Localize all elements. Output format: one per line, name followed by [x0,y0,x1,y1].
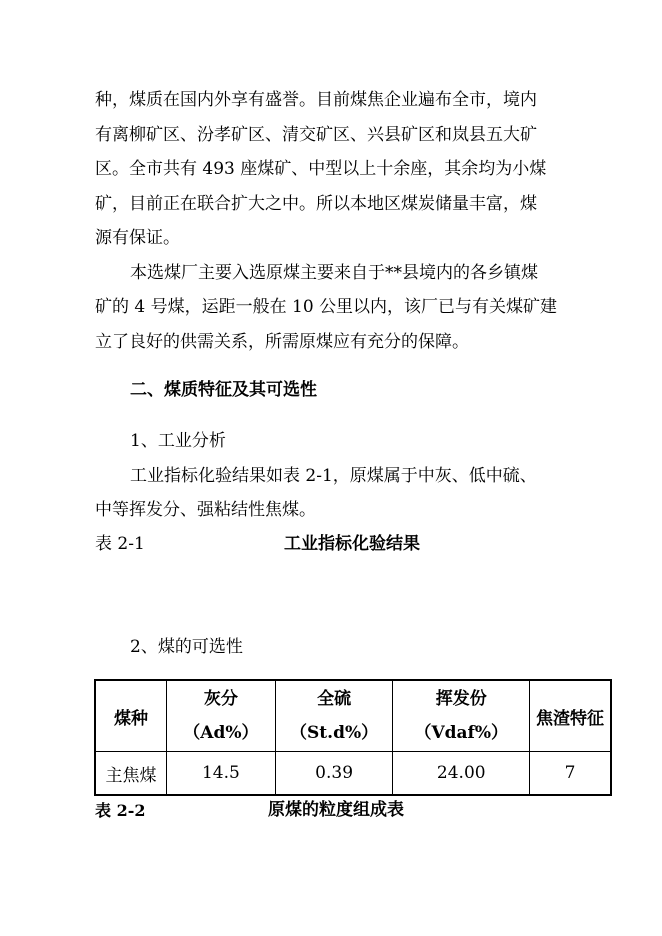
text-line: 种，煤质在国内外享有盛誉。目前煤焦企业遍布全市，境内 [95,90,537,110]
header-ash-name: 灰分 [203,689,238,709]
header-volatile [393,680,530,752]
text-line: 本选煤厂主要入选原煤主要来自于**县境内的各乡镇煤 [130,263,538,283]
header-volatile-unit: （Vdaf%） [414,723,509,743]
table-header-row [95,680,611,752]
table-caption-label: 表 2-2 [95,801,146,820]
section-heading: 二、煤质特征及其可选性 [130,380,317,400]
cell-coal-type: 主焦煤 [95,752,167,796]
header-ash [167,680,276,752]
subsection-heading: 1、工业分析 [130,431,226,451]
text-line: 区。全市共有 493 座煤矿、中型以上十余座，其余均为小煤 [95,159,547,179]
header-coke: 焦渣特征 [530,680,611,752]
text-line: 工业指标化验结果如表 2-1，原煤属于中灰、低中硫、 [130,466,537,486]
coal-quality-table [94,679,612,796]
header-volatile-name: 挥发份 [435,689,487,709]
table-row [95,752,611,796]
text-line: 矿的 4 号煤，运距一般在 10 公里以内，该厂已与有关煤矿建 [95,297,558,317]
text-line: 矿，目前正在联合扩大之中。所以本地区煤炭储量丰富，煤 [95,194,537,214]
table-caption-title: 工业指标化验结果 [284,534,420,554]
cell-volatile: 24.00 [393,752,530,796]
header-sulfur [275,680,393,752]
cell-coke: 7 [530,752,611,796]
header-sulfur-name: 全硫 [317,689,352,709]
header-sulfur-unit: （St.d%） [290,723,379,743]
table-caption-label: 表 2-1 [95,534,145,554]
text-line: 源有保证。 [95,228,180,248]
table-caption-title: 原煤的粒度组成表 [268,800,404,820]
text-line: 中等挥发分、强粘结性焦煤。 [95,500,316,520]
header-ash-unit: （Ad%） [183,723,259,743]
text-line: 有离柳矿区、汾孝矿区、清交矿区、兴县矿区和岚县五大矿 [95,125,537,145]
subsection-heading: 2、煤的可选性 [130,637,243,657]
cell-ash: 14.5 [167,752,276,796]
cell-sulfur: 0.39 [275,752,393,796]
header-coal-type: 煤种 [95,680,167,752]
text-line: 立了良好的供需关系，所需原煤应有充分的保障。 [95,332,469,352]
